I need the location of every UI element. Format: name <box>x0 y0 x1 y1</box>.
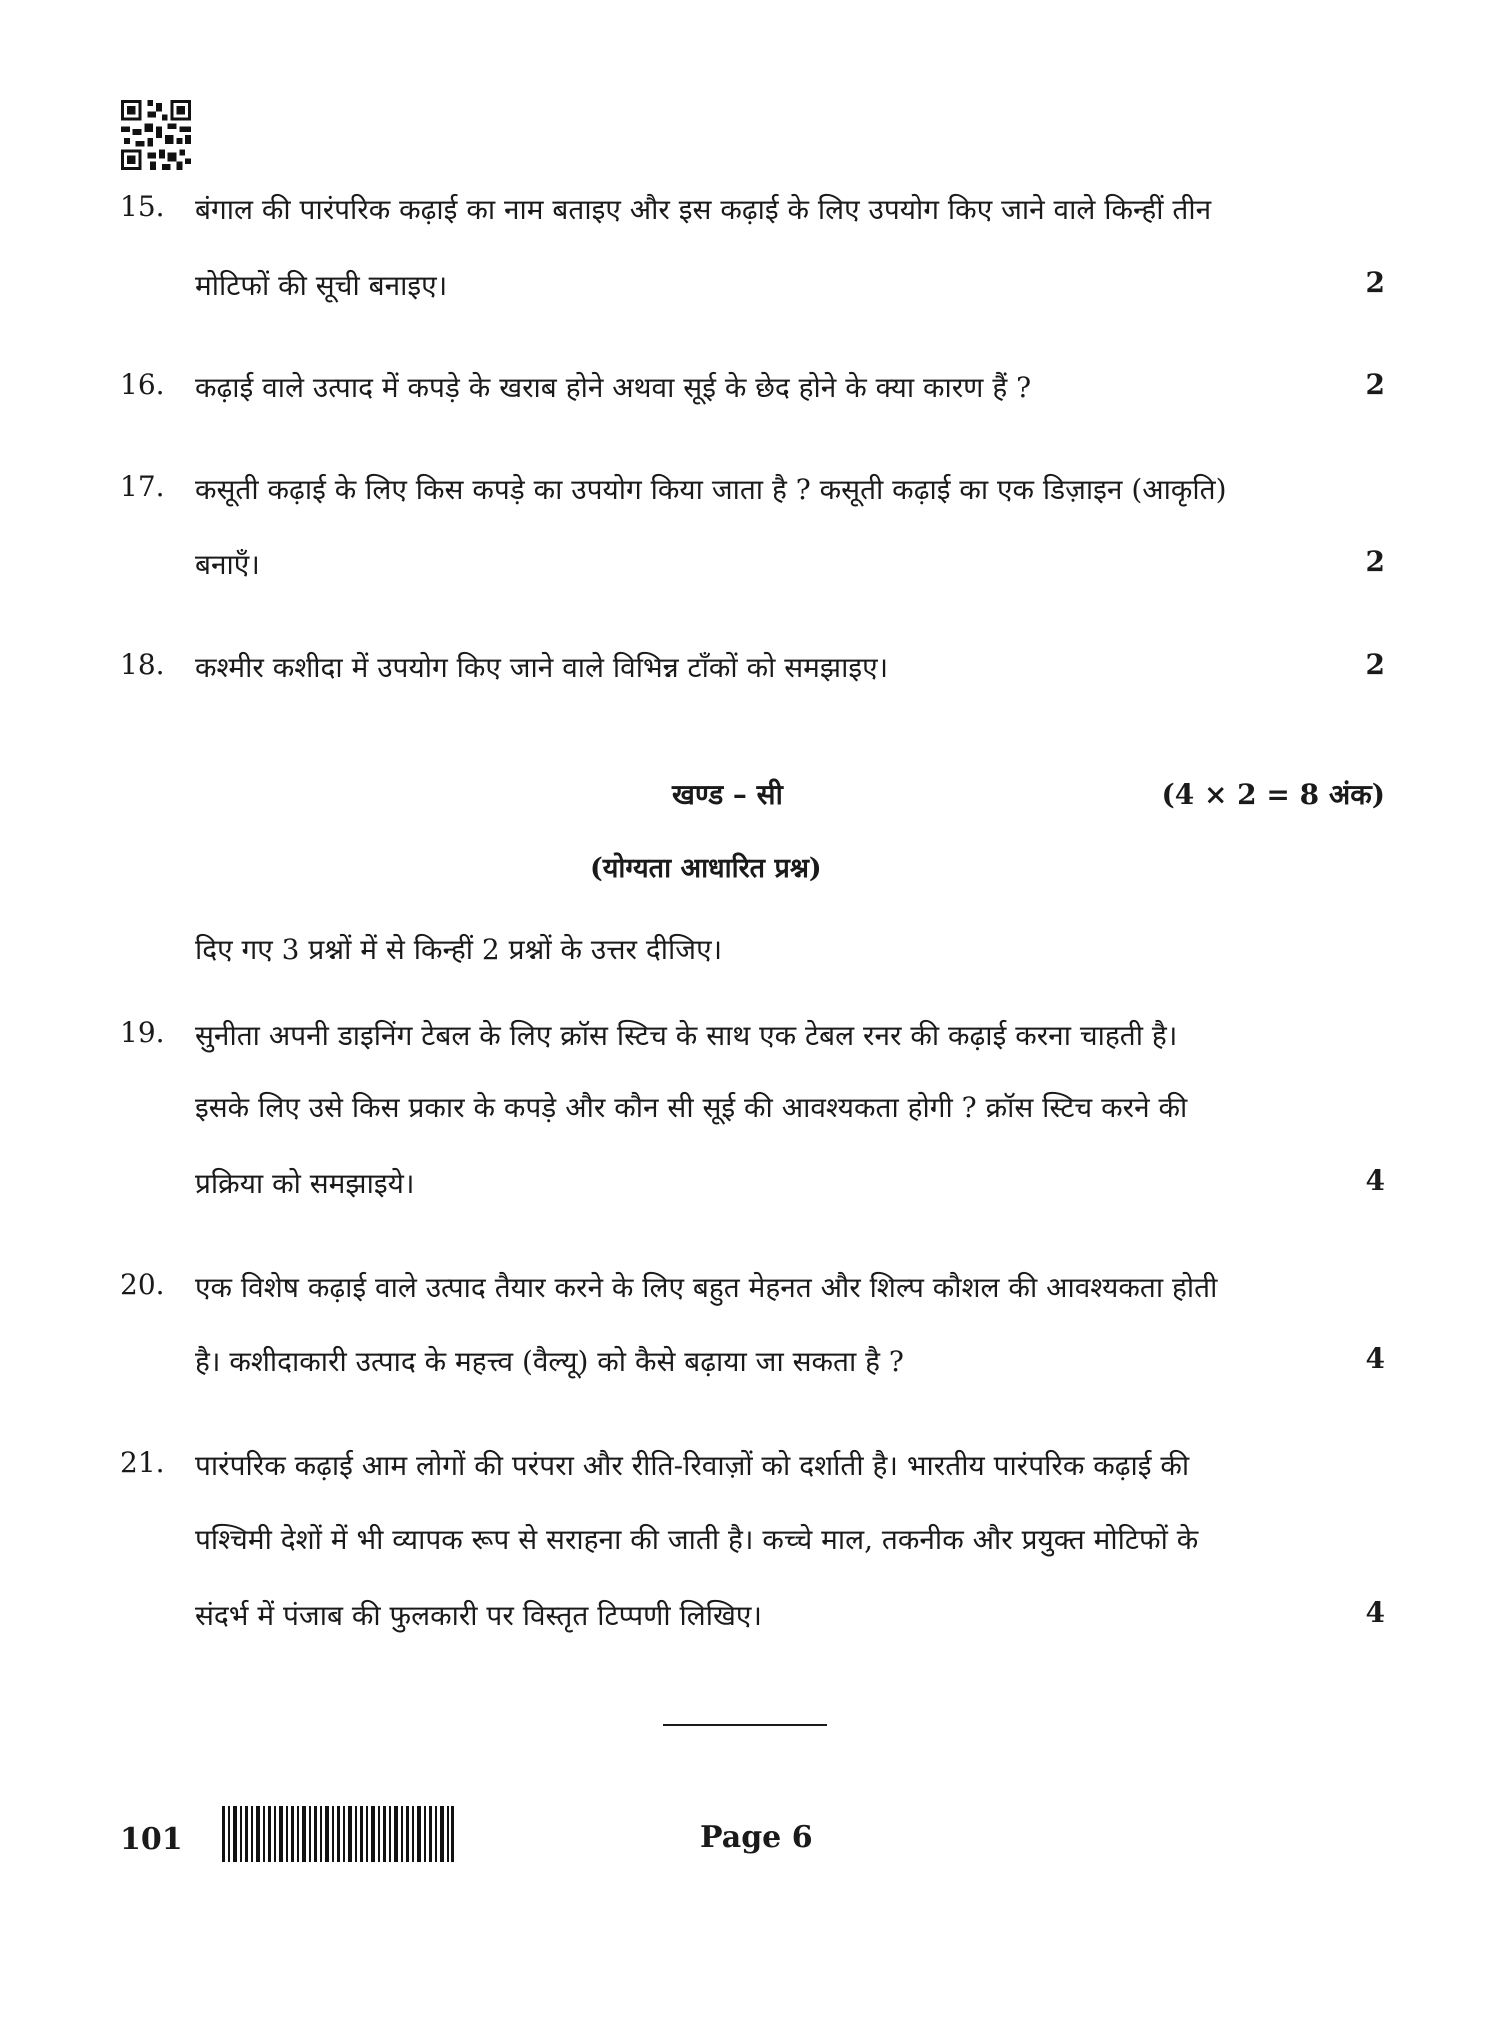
end-of-paper-divider <box>663 1724 827 1726</box>
question-text: बनाएँ। <box>195 548 260 581</box>
page-number: Page 6 <box>700 1820 813 1855</box>
question-marks: 2 <box>1365 266 1385 299</box>
section-title: खण्ड – सी <box>672 778 783 811</box>
question-text: सुनीता अपनी डाइनिंग टेबल के लिए क्रॉस स्टिच के साथ एक टेबल रनर की कढ़ाई करना चाहती है। <box>195 1019 1178 1052</box>
barcode <box>222 1806 454 1862</box>
question-text: कश्मीर कशीदा में उपयोग किए जाने वाले विभिन्न टाँकों को समझाइए। <box>195 651 889 684</box>
question-text: है। कशीदाकारी उत्पाद के महत्त्व (वैल्यू) को कैसे बढ़ाया जा सकता है ? <box>195 1345 904 1378</box>
question-number: 20. <box>120 1268 165 1301</box>
question-marks: 2 <box>1365 545 1385 578</box>
question-marks: 4 <box>1365 1164 1385 1197</box>
qr-code <box>120 100 192 170</box>
section-instruction: दिए गए 3 प्रश्नों में से किन्हीं 2 प्रश्नों के उत्तर दीजिए। <box>195 933 723 966</box>
question-text: पारंपरिक कढ़ाई आम लोगों की परंपरा और रीति-रिवाज़ों को दर्शाती है। भारतीय पारंपरिक कढ़ाई की <box>195 1449 1190 1482</box>
question-number: 15. <box>120 190 165 223</box>
question-text: इसके लिए उसे किस प्रकार के कपड़े और कौन सी सूई की आवश्यकता होगी ? क्रॉस स्टिच करने की <box>195 1091 1188 1124</box>
question-text: बंगाल की पारंपरिक कढ़ाई का नाम बताइए और इस कढ़ाई के लिए उपयोग किए जाने वाले किन्हीं तीन <box>195 193 1212 226</box>
question-marks: 4 <box>1365 1596 1385 1629</box>
section-marks: (4 × 2 = 8 अंक) <box>1161 778 1385 811</box>
question-text: एक विशेष कढ़ाई वाले उत्पाद तैयार करने के लिए बहुत मेहनत और शिल्प कौशल की आवश्यकता होती <box>195 1271 1218 1304</box>
question-text: कढ़ाई वाले उत्पाद में कपड़े के खराब होने अथवा सूई के छेद होने के क्या कारण हैं ? <box>195 371 1032 404</box>
question-marks: 4 <box>1365 1342 1385 1375</box>
question-number: 21. <box>120 1446 165 1479</box>
section-subtitle: (योग्यता आधारित प्रश्न) <box>590 853 822 884</box>
paper-code: 101 <box>120 1822 183 1857</box>
question-text: प्रक्रिया को समझाइये। <box>195 1167 415 1200</box>
question-text: मोटिफों की सूची बनाइए। <box>195 269 448 302</box>
question-number: 16. <box>120 368 165 401</box>
question-marks: 2 <box>1365 648 1385 681</box>
question-marks: 2 <box>1365 368 1385 401</box>
question-text: संदर्भ में पंजाब की फुलकारी पर विस्तृत टिप्पणी लिखिए। <box>195 1599 763 1632</box>
question-number: 18. <box>120 648 165 681</box>
question-text: पश्चिमी देशों में भी व्यापक रूप से सराहना की जाती है। कच्चे माल, तकनीक और प्रयुक्त मोटिफों के <box>195 1523 1199 1556</box>
question-text: कसूती कढ़ाई के लिए किस कपड़े का उपयोग किया जाता है ? कसूती कढ़ाई का एक डिज़ाइन (आकृति) <box>195 473 1227 506</box>
question-number: 17. <box>120 470 165 503</box>
question-number: 19. <box>120 1016 165 1049</box>
